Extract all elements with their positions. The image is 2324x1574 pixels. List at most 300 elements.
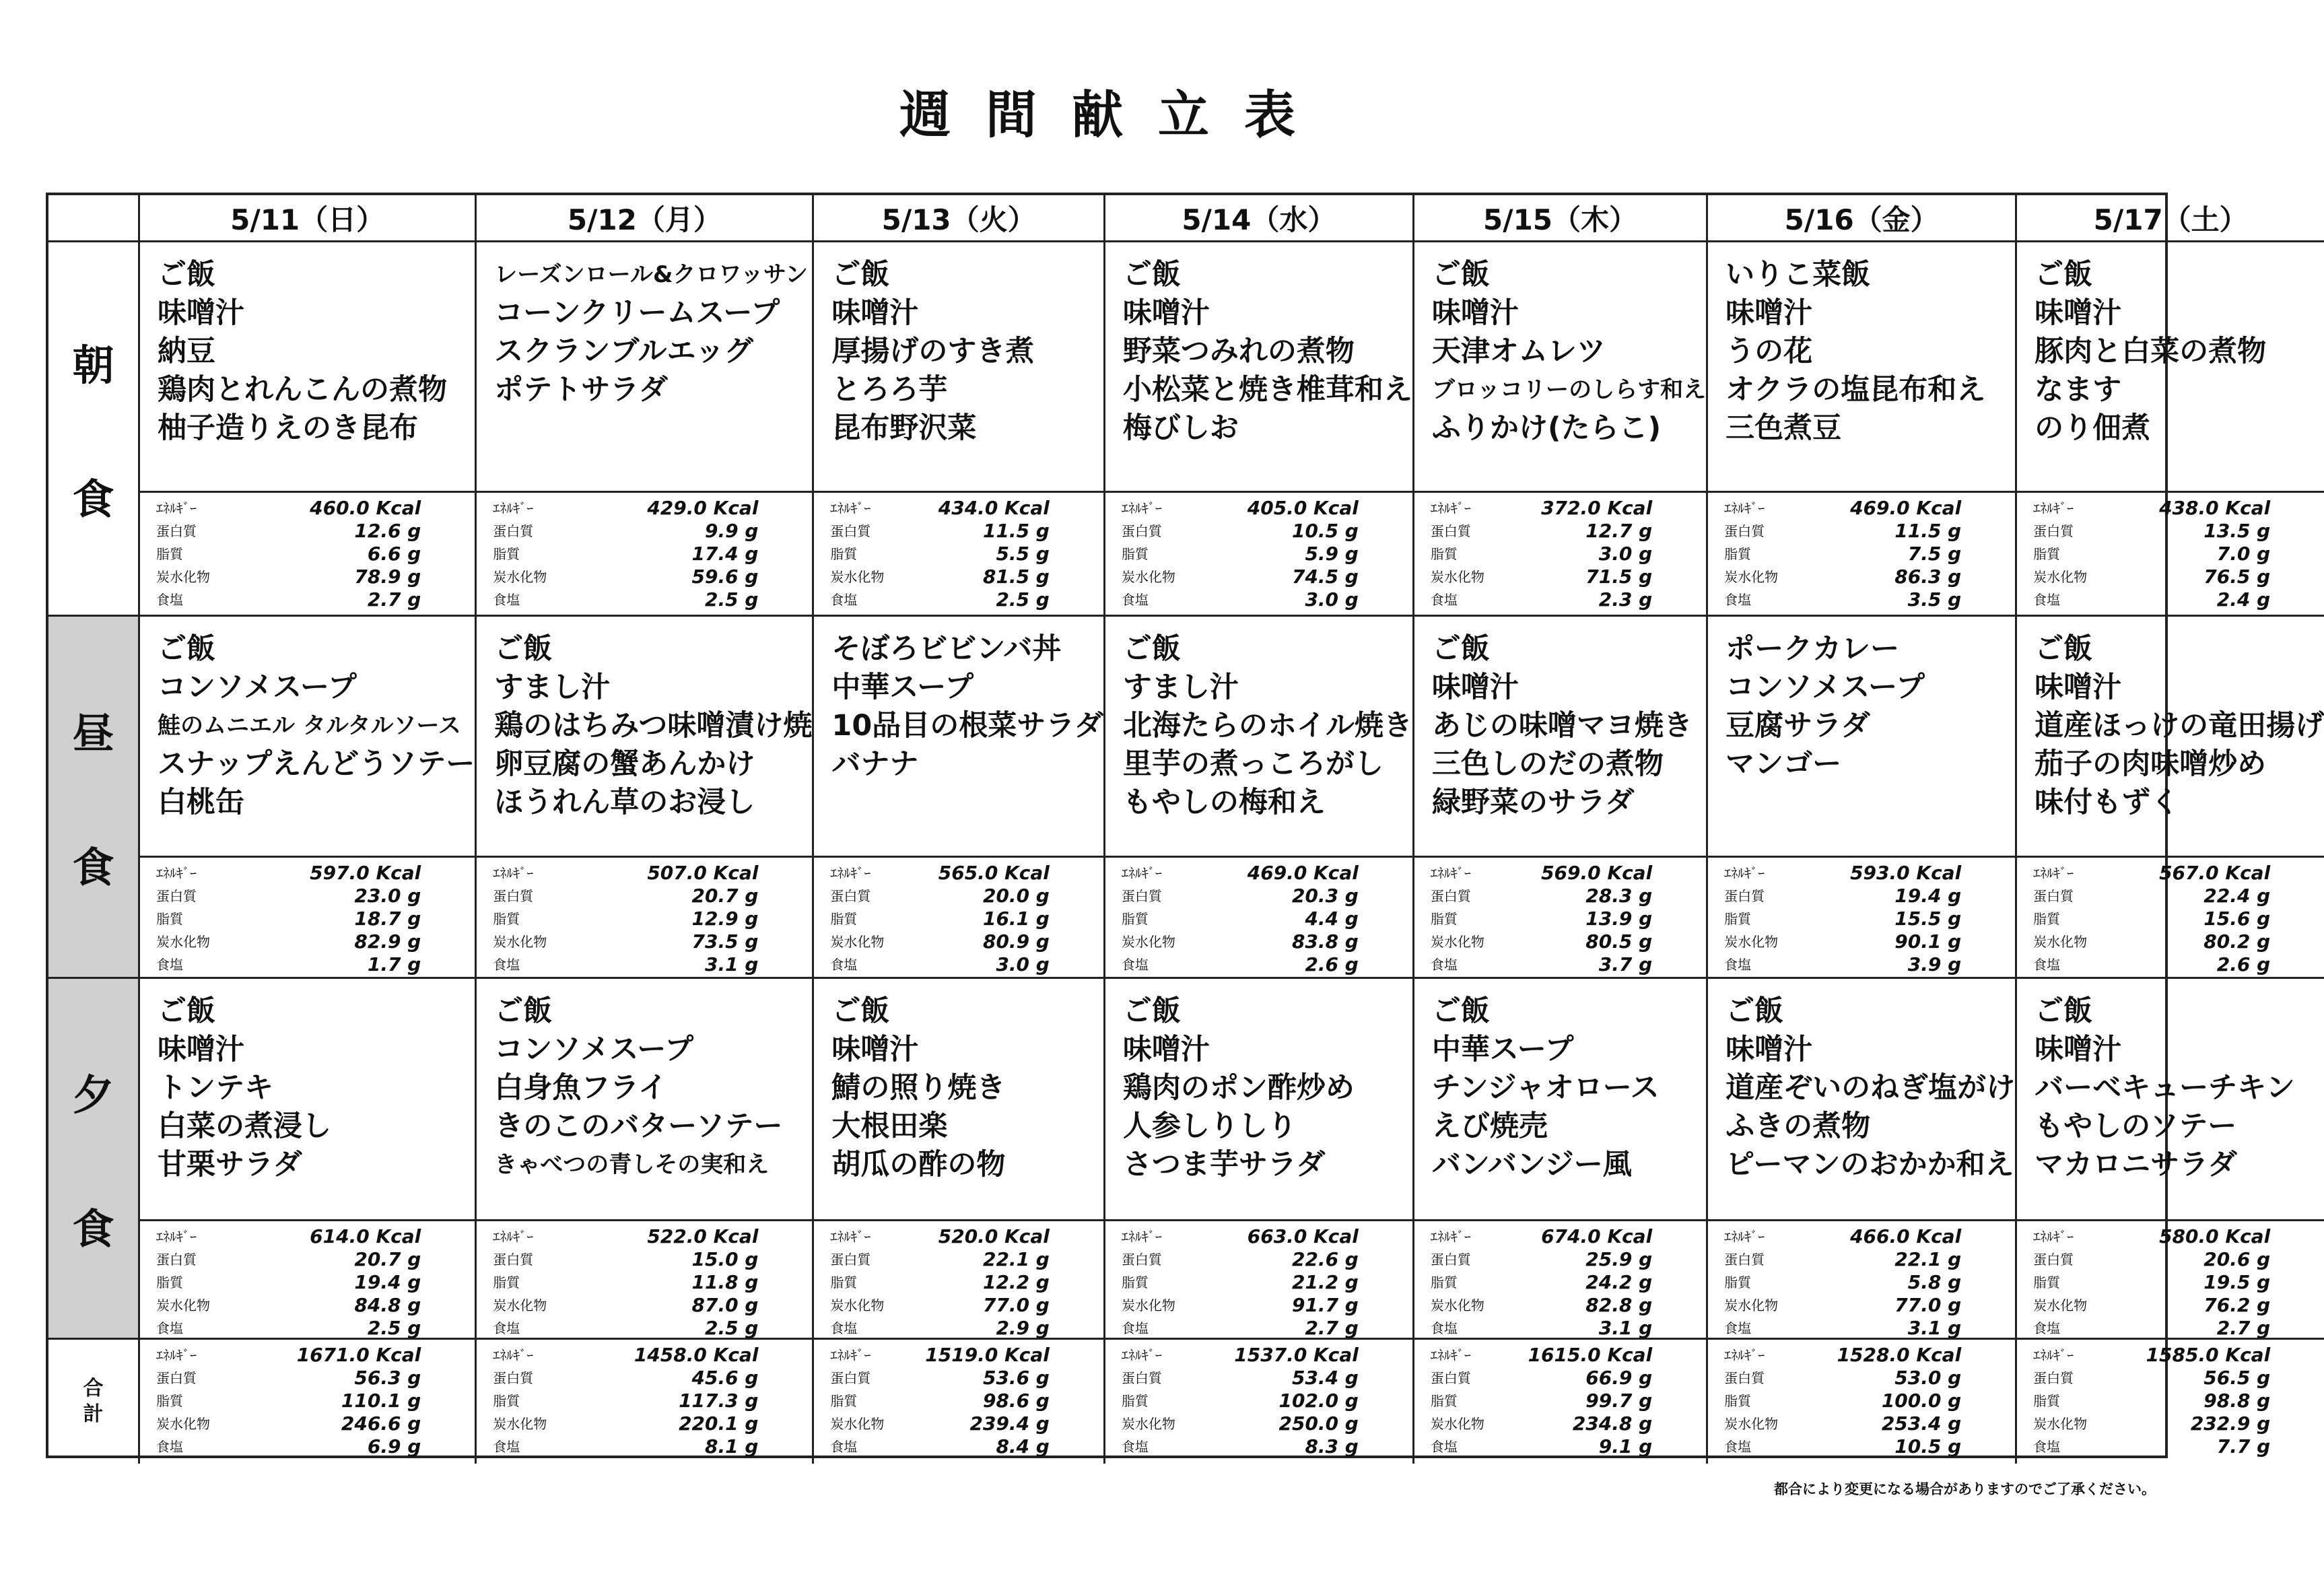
nutrient-row: [1122, 1225, 1359, 1248]
nutrient-value: 98.6 g: [982, 1390, 1050, 1412]
nutrient-label: 炭水化物: [156, 1416, 210, 1432]
nutrient-label: 炭水化物: [1430, 1297, 1484, 1313]
nutrient-label: 食塩: [1724, 592, 1752, 608]
nutrient-value: 98.8 g: [2203, 1390, 2271, 1412]
dish-item: さつま芋サラダ: [1122, 1148, 1326, 1182]
nutrient-value: 250.0 g: [1278, 1412, 1359, 1435]
nutrient-label: ｴﾈﾙｷﾞｰ: [493, 865, 534, 881]
nutrient-value: 77.0 g: [982, 1294, 1050, 1316]
nutrient-label: 蛋白質: [1430, 888, 1471, 904]
nutrient-row: [830, 497, 1049, 520]
nutrient-label: ｴﾈﾙｷﾞｰ: [1724, 1229, 1765, 1245]
dish-item: 中華スープ: [1431, 1033, 1574, 1066]
nutrient-value: 2.6 g: [2216, 953, 2271, 976]
day-header: 5/13（火）: [814, 195, 1105, 242]
nutrient-value: 15.5 g: [1894, 908, 1962, 930]
nutrient-row: [1122, 1294, 1359, 1317]
dish-item: 豚肉と白菜の煮物: [2035, 335, 2267, 368]
nutrient-value: 234.8 g: [1572, 1412, 1653, 1435]
nutrient-row: [156, 1344, 421, 1367]
dish-item: もやしの梅和え: [1122, 786, 1326, 819]
nutrient-row: [1724, 588, 1961, 611]
nutrient-value: 8.4 g: [996, 1435, 1050, 1458]
nutrient-row: [830, 862, 1049, 885]
lunch-nutr-panel: [814, 858, 1105, 979]
nutrient-row: [2033, 1435, 2270, 1458]
meal-label-breakfast: [48, 242, 140, 617]
nutrient-row: [1122, 1344, 1359, 1367]
nutrient-label: 炭水化物: [156, 1297, 210, 1313]
nutrient-value: 15.0 g: [691, 1248, 759, 1270]
nutrient-label: 炭水化物: [1121, 1416, 1175, 1432]
dish-item: ご飯: [2035, 994, 2093, 1028]
nutrient-label: 炭水化物: [2033, 1416, 2088, 1432]
nutrient-label: 蛋白質: [2033, 1252, 2074, 1268]
nutrient-value: 1585.0 Kcal: [2146, 1344, 2271, 1366]
nutrient-value: 45.6 g: [691, 1367, 759, 1389]
nutrient-label: ｴﾈﾙｷﾞｰ: [1430, 500, 1471, 516]
total-nutr-panel: [814, 1340, 1105, 1464]
nutrient-label: ｴﾈﾙｷﾞｰ: [1121, 500, 1162, 516]
dish-item: 天津オムレツ: [1431, 335, 1606, 368]
nutrient-row: [1122, 1435, 1359, 1458]
nutrient-row: [830, 1390, 1049, 1412]
nutrient-row: [493, 862, 758, 885]
meal-label-char: 食: [72, 842, 114, 892]
nutrient-row: [156, 1390, 421, 1412]
total-nutr-panel: [477, 1340, 814, 1464]
nutrient-value: 18.7 g: [354, 908, 421, 930]
nutrient-value: 73.5 g: [691, 930, 759, 953]
nutrient-value: 117.3 g: [679, 1390, 759, 1412]
nutrient-label: 食塩: [156, 1439, 183, 1455]
dish-item: ご飯: [1122, 994, 1181, 1028]
nutrient-value: 20.7 g: [691, 885, 759, 907]
nutrient-row: [2033, 497, 2270, 520]
nutrient-row: [1431, 1225, 1652, 1248]
dinner-nutr-panel: [2017, 1221, 2324, 1340]
nutrient-row: [2033, 930, 2270, 953]
meal-label-dinner: [48, 979, 140, 1340]
nutrient-label: ｴﾈﾙｷﾞｰ: [156, 1347, 197, 1363]
dish-item: レーズンロール&クロワッサン: [494, 261, 809, 288]
nutrient-row: [1122, 1412, 1359, 1435]
nutrient-label: 蛋白質: [493, 888, 534, 904]
meal-label-total: [48, 1340, 140, 1464]
nutrient-label: 脂質: [1724, 911, 1752, 927]
nutrient-row: [2033, 588, 2270, 611]
nutrient-label: ｴﾈﾙｷﾞｰ: [493, 500, 534, 516]
nutrient-row: [2033, 1412, 2270, 1435]
nutrient-value: 110.1 g: [341, 1390, 421, 1412]
nutrient-label: 食塩: [1121, 1439, 1149, 1455]
nutrient-row: [1431, 497, 1652, 520]
nutrient-label: 蛋白質: [1121, 1370, 1162, 1386]
nutrient-row: [156, 497, 421, 520]
nutrient-label: ｴﾈﾙｷﾞｰ: [1724, 500, 1765, 516]
nutrient-value: 102.0 g: [1278, 1390, 1359, 1412]
nutrient-label: 蛋白質: [1430, 1370, 1471, 1386]
nutrient-value: 567.0 Kcal: [2159, 862, 2271, 884]
nutrient-label: 蛋白質: [830, 1252, 871, 1268]
nutrient-label: 食塩: [830, 1320, 858, 1336]
nutrient-row: [830, 1248, 1049, 1271]
dish-item: ご飯: [2035, 632, 2093, 666]
nutrient-label: 蛋白質: [1121, 1252, 1162, 1268]
dish-item: バナナ: [831, 747, 919, 781]
breakfast-nutr-panel: [814, 493, 1105, 617]
dish-item: オクラの塩昆布和え: [1725, 373, 1986, 407]
lunch-nutr-panel: [2017, 858, 2324, 979]
breakfast-dishes: [140, 242, 477, 493]
total-nutr-panel: [1105, 1340, 1414, 1464]
dish-item: いりこ菜飯: [1725, 258, 1871, 292]
nutrient-row: [830, 588, 1049, 611]
nutrient-label: 蛋白質: [156, 523, 197, 539]
footer-note: 都合により変更になる場合がありますのでご了承ください。: [1774, 1481, 2156, 1497]
nutrient-label: ｴﾈﾙｷﾞｰ: [1121, 1229, 1162, 1245]
dish-item: ご飯: [494, 994, 553, 1028]
nutrient-row: [493, 1248, 758, 1271]
nutrient-label: 蛋白質: [1430, 523, 1471, 539]
nutrient-label: 脂質: [1121, 1274, 1149, 1291]
nutrient-row: [1431, 1248, 1652, 1271]
nutrient-label: 蛋白質: [493, 1252, 534, 1268]
breakfast-dishes: [477, 242, 814, 493]
nutrient-row: [1724, 953, 1961, 976]
dish-item: ポークカレー: [1725, 632, 1900, 666]
day-header: 5/11（日）: [140, 195, 477, 242]
page-title: 週間献立表: [899, 85, 1330, 145]
nutrient-value: 82.8 g: [1585, 1294, 1653, 1316]
nutrient-value: 19.4 g: [1894, 885, 1962, 907]
dish-item: 豆腐サラダ: [1725, 709, 1870, 743]
dish-item: 厚揚げのすき煮: [831, 335, 1035, 368]
nutrient-value: 7.5 g: [1907, 543, 1962, 565]
nutrient-value: 22.1 g: [1894, 1248, 1962, 1270]
nutrient-row: [2033, 1344, 2270, 1367]
dish-item: 白桃缶: [158, 786, 244, 819]
meal-label-char: 朝: [72, 340, 114, 390]
nutrient-row: [2033, 1390, 2270, 1412]
nutrient-label: ｴﾈﾙｷﾞｰ: [156, 500, 197, 516]
dish-item: 鶏のはちみつ味噌漬け焼: [494, 709, 813, 743]
nutrient-label: 炭水化物: [493, 934, 547, 950]
nutrient-value: 466.0 Kcal: [1850, 1225, 1962, 1247]
nutrient-label: 炭水化物: [1724, 934, 1779, 950]
nutrient-row: [1431, 885, 1652, 908]
nutrient-value: 3.1 g: [1907, 1317, 1962, 1339]
nutrient-label: 脂質: [1724, 1274, 1752, 1291]
dish-item: 味噌汁: [158, 1033, 244, 1066]
nutrient-row: [2033, 543, 2270, 566]
nutrient-value: 429.0 Kcal: [647, 497, 759, 519]
nutrient-label: 炭水化物: [156, 569, 210, 585]
nutrient-row: [493, 497, 758, 520]
nutrient-row: [1724, 885, 1961, 908]
nutrient-value: 53.4 g: [1291, 1367, 1359, 1389]
dish-item: マカロニサラダ: [2035, 1148, 2237, 1182]
nutrient-value: 580.0 Kcal: [2159, 1225, 2271, 1247]
nutrient-label: ｴﾈﾙｷﾞｰ: [830, 865, 871, 881]
total-nutr-panel: [1708, 1340, 2017, 1464]
dinner-dishes: [140, 979, 477, 1221]
nutrient-row: [156, 520, 421, 543]
nutrient-value: 469.0 Kcal: [1850, 497, 1962, 519]
nutrient-value: 10.5 g: [1291, 520, 1359, 542]
nutrient-label: 食塩: [493, 1320, 520, 1336]
nutrient-value: 90.1 g: [1894, 930, 1962, 953]
lunch-dishes: [1708, 617, 2017, 858]
nutrient-label: 蛋白質: [1724, 1252, 1765, 1268]
nutrient-value: 1537.0 Kcal: [1234, 1344, 1359, 1366]
dish-item: 10品目の根菜サラダ: [831, 709, 1103, 743]
dish-item: のり佃煮: [2035, 411, 2151, 445]
nutrient-value: 78.9 g: [354, 566, 421, 588]
nutrient-value: 405.0 Kcal: [1247, 497, 1359, 519]
breakfast-dishes: [1414, 242, 1708, 493]
nutrient-row: [830, 908, 1049, 930]
dinner-nutr-panel: [477, 1221, 814, 1340]
nutrient-value: 7.7 g: [2216, 1435, 2271, 1458]
nutrient-label: ｴﾈﾙｷﾞｰ: [1430, 865, 1471, 881]
dinner-nutr-panel: [1105, 1221, 1414, 1340]
dish-item: 緑野菜のサラダ: [1431, 786, 1635, 819]
nutrient-value: 91.7 g: [1291, 1294, 1359, 1316]
nutrient-label: ｴﾈﾙｷﾞｰ: [1724, 865, 1765, 881]
nutrient-label: ｴﾈﾙｷﾞｰ: [156, 865, 197, 881]
nutrient-label: ｴﾈﾙｷﾞｰ: [1430, 1229, 1471, 1245]
nutrient-value: 522.0 Kcal: [647, 1225, 759, 1247]
nutrient-row: [1724, 543, 1961, 566]
dish-item: あじの味噌マヨ焼き: [1431, 709, 1693, 743]
nutrient-value: 3.1 g: [705, 953, 759, 976]
nutrient-value: 220.1 g: [679, 1412, 759, 1435]
nutrient-label: 食塩: [2033, 592, 2061, 608]
nutrient-value: 76.2 g: [2203, 1294, 2271, 1316]
dish-item: ご飯: [1431, 994, 1490, 1028]
nutrient-label: ｴﾈﾙｷﾞｰ: [1430, 1347, 1471, 1363]
dish-item: 柚子造りえのき昆布: [158, 411, 418, 445]
nutrient-label: 蛋白質: [2033, 523, 2074, 539]
day-header: 5/16（金）: [1708, 195, 2017, 242]
dish-item: もやしのソテー: [2035, 1109, 2237, 1143]
nutrient-value: 23.0 g: [354, 885, 421, 907]
nutrient-row: [1431, 520, 1652, 543]
lunch-dishes: [477, 617, 814, 858]
nutrient-row: [156, 1248, 421, 1271]
nutrient-value: 2.7 g: [1305, 1317, 1359, 1339]
nutrient-label: 蛋白質: [493, 1370, 534, 1386]
dish-item: チンジャオロース: [1431, 1071, 1660, 1105]
nutrient-value: 84.8 g: [354, 1294, 421, 1316]
nutrient-row: [830, 1435, 1049, 1458]
nutrient-label: 炭水化物: [1121, 569, 1175, 585]
nutrient-value: 3.1 g: [1598, 1317, 1653, 1339]
nutrient-value: 1615.0 Kcal: [1528, 1344, 1653, 1366]
nutrient-row: [1724, 1271, 1961, 1294]
nutrient-row: [493, 520, 758, 543]
nutrient-label: 炭水化物: [1724, 569, 1779, 585]
nutrient-label: 食塩: [1430, 592, 1458, 608]
nutrient-value: 15.6 g: [2203, 908, 2271, 930]
nutrient-label: 炭水化物: [1724, 1416, 1779, 1432]
nutrient-value: 76.5 g: [2203, 566, 2271, 588]
nutrient-value: 469.0 Kcal: [1247, 862, 1359, 884]
dish-item: コーンクリームスープ: [494, 296, 780, 330]
dish-item: 三色煮豆: [1725, 411, 1842, 445]
breakfast-dishes: [814, 242, 1105, 493]
nutrient-row: [1724, 1248, 1961, 1271]
nutrient-label: 脂質: [1724, 1393, 1752, 1409]
nutrient-row: [493, 885, 758, 908]
nutrient-row: [830, 1344, 1049, 1367]
dish-item: 鮭のムニエル タルタルソース: [158, 712, 461, 739]
nutrient-value: 2.4 g: [2216, 588, 2271, 611]
nutrient-label: 蛋白質: [1724, 1370, 1765, 1386]
dinner-dishes: [477, 979, 814, 1221]
nutrient-label: 脂質: [1430, 546, 1458, 562]
nutrient-row: [830, 1294, 1049, 1317]
nutrient-row: [156, 566, 421, 588]
nutrient-row: [1431, 953, 1652, 976]
nutrient-value: 21.2 g: [1291, 1271, 1359, 1293]
nutrient-value: 12.9 g: [691, 908, 759, 930]
breakfast-dishes: [2017, 242, 2324, 493]
nutrient-row: [2033, 1248, 2270, 1271]
dish-item: ご飯: [1122, 258, 1181, 292]
nutrient-value: 10.5 g: [1894, 1435, 1962, 1458]
nutrient-value: 74.5 g: [1291, 566, 1359, 588]
nutrient-value: 11.8 g: [691, 1271, 759, 1293]
breakfast-nutr-panel: [1708, 493, 2017, 617]
nutrient-label: 脂質: [156, 546, 183, 562]
nutrient-value: 1.7 g: [367, 953, 421, 976]
nutrient-label: 食塩: [1724, 957, 1752, 973]
dish-item: 北海たらのホイル焼き: [1122, 709, 1412, 743]
nutrient-value: 253.4 g: [1881, 1412, 1962, 1435]
nutrient-row: [830, 885, 1049, 908]
nutrient-label: ｴﾈﾙｷﾞｰ: [2033, 500, 2074, 516]
nutrient-label: 脂質: [1430, 1274, 1458, 1291]
lunch-nutr-panel: [140, 858, 477, 979]
nutrient-row: [1724, 908, 1961, 930]
meal-label-char: 計: [83, 1402, 104, 1426]
nutrient-value: 66.9 g: [1585, 1367, 1653, 1389]
nutrient-label: 脂質: [830, 1274, 858, 1291]
nutrient-value: 56.3 g: [354, 1367, 421, 1389]
day-header: 5/14（水）: [1105, 195, 1414, 242]
nutrient-label: 食塩: [156, 592, 183, 608]
dish-item: 味噌汁: [1122, 296, 1210, 330]
nutrient-value: 5.8 g: [1907, 1271, 1962, 1293]
day-header: 5/12（月）: [477, 195, 814, 242]
dish-item: えび焼売: [1431, 1109, 1548, 1143]
nutrient-value: 5.5 g: [996, 543, 1050, 565]
nutrient-row: [1431, 1435, 1652, 1458]
dish-item: すまし汁: [494, 671, 611, 704]
nutrient-row: [1122, 862, 1359, 885]
dish-item: ふきの煮物: [1725, 1109, 1871, 1143]
dish-item: 昆布野沢菜: [831, 411, 977, 445]
nutrient-row: [493, 1435, 758, 1458]
nutrient-row: [2033, 953, 2270, 976]
dish-item: うの花: [1725, 335, 1813, 368]
dinner-nutr-panel: [1708, 1221, 2017, 1340]
nutrient-label: 食塩: [830, 957, 858, 973]
breakfast-nutr-panel: [140, 493, 477, 617]
nutrient-label: 炭水化物: [493, 569, 547, 585]
nutrient-row: [493, 1344, 758, 1367]
nutrient-row: [156, 1225, 421, 1248]
nutrient-label: 蛋白質: [1121, 523, 1162, 539]
nutrient-label: 脂質: [156, 911, 183, 927]
nutrient-value: 2.5 g: [367, 1317, 421, 1339]
nutrient-row: [1724, 1294, 1961, 1317]
dinner-nutr-panel: [1414, 1221, 1708, 1340]
dish-item: バーベキューチキン: [2035, 1071, 2295, 1105]
nutrient-row: [830, 1225, 1049, 1248]
nutrient-row: [156, 1412, 421, 1435]
nutrient-label: 食塩: [1121, 1320, 1149, 1336]
nutrient-label: 食塩: [1724, 1439, 1752, 1455]
nutrient-value: 13.5 g: [2203, 520, 2271, 542]
dish-item: 胡瓜の酢の物: [831, 1148, 1006, 1182]
nutrient-row: [493, 588, 758, 611]
nutrient-value: 2.5 g: [996, 588, 1050, 611]
breakfast-dishes: [1708, 242, 2017, 493]
nutrient-value: 520.0 Kcal: [938, 1225, 1050, 1247]
nutrient-row: [493, 1317, 758, 1340]
nutrient-row: [1431, 588, 1652, 611]
nutrient-value: 80.9 g: [982, 930, 1050, 953]
nutrient-label: 蛋白質: [1724, 888, 1765, 904]
nutrient-value: 4.4 g: [1305, 908, 1359, 930]
breakfast-nutr-panel: [1414, 493, 1708, 617]
nutrient-label: ｴﾈﾙｷﾞｰ: [493, 1347, 534, 1363]
nutrient-value: 507.0 Kcal: [647, 862, 759, 884]
nutrient-label: 脂質: [156, 1274, 183, 1291]
nutrient-value: 434.0 Kcal: [938, 497, 1050, 519]
nutrient-label: 炭水化物: [1724, 1297, 1779, 1313]
nutrient-label: ｴﾈﾙｷﾞｰ: [493, 1229, 534, 1245]
nutrient-row: [493, 1225, 758, 1248]
dish-item: 味噌汁: [1725, 296, 1813, 330]
nutrient-row: [1724, 1412, 1961, 1435]
nutrient-label: 食塩: [830, 1439, 858, 1455]
breakfast-nutr-panel: [1105, 493, 1414, 617]
total-nutr-panel: [1414, 1340, 1708, 1464]
nutrient-label: ｴﾈﾙｷﾞｰ: [830, 1229, 871, 1245]
dinner-dishes: [814, 979, 1105, 1221]
dish-item: 白身魚フライ: [494, 1071, 667, 1105]
nutrient-value: 24.2 g: [1585, 1271, 1653, 1293]
nutrient-row: [1122, 497, 1359, 520]
nutrient-value: 3.0 g: [1598, 543, 1653, 565]
nutrient-value: 25.9 g: [1585, 1248, 1653, 1270]
dish-item: スクランブルエッグ: [494, 335, 753, 368]
dish-item: トンテキ: [158, 1071, 273, 1105]
nutrient-label: 炭水化物: [830, 934, 885, 950]
nutrient-label: 食塩: [493, 592, 520, 608]
dinner-nutr-panel: [140, 1221, 477, 1340]
nutrient-value: 59.6 g: [691, 566, 759, 588]
nutrient-value: 20.6 g: [2203, 1248, 2271, 1270]
nutrient-label: ｴﾈﾙｷﾞｰ: [1121, 865, 1162, 881]
nutrient-row: [830, 520, 1049, 543]
breakfast-dishes: [1105, 242, 1414, 493]
nutrient-value: 53.0 g: [1894, 1367, 1962, 1389]
